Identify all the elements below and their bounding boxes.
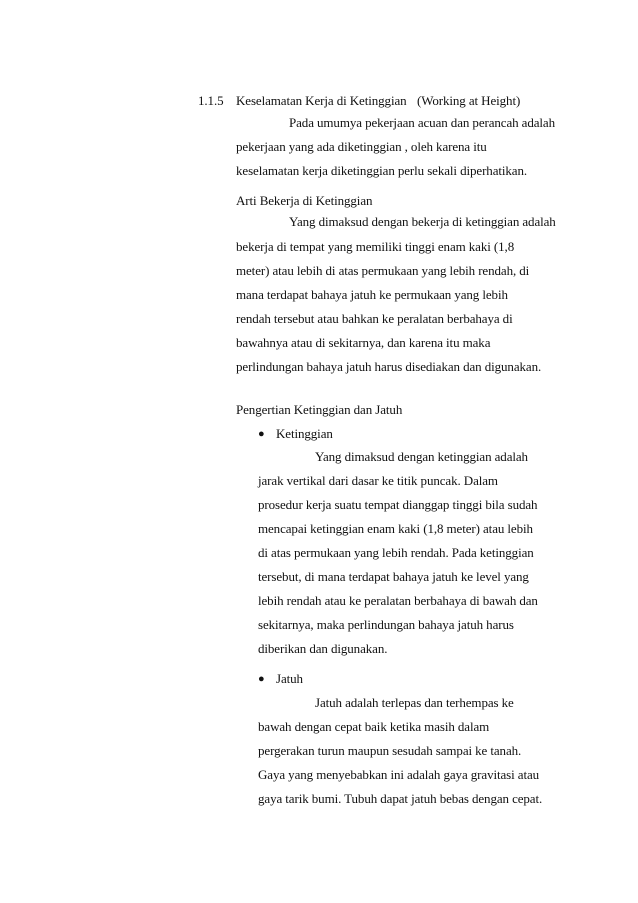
arti-line-1: Yang dimaksud dengan bekerja di ketinggian adalah	[289, 214, 556, 229]
arti-line-4: mana terdapat bahaya jatuh ke permukaan yang lebih	[236, 287, 508, 302]
jatuh-line-3: pergerakan turun maupun sesudah sampai ke tanah.	[258, 743, 522, 758]
arti-line-2: bekerja di tempat yang memiliki tinggi enam kaki (1,8	[236, 239, 515, 254]
bullet-title-ketinggian: Ketinggian	[276, 426, 333, 441]
arti-line-7: perlindungan bahaya jatuh harus disediakan dan digunakan.	[236, 359, 542, 374]
intro-line-1: Pada umumya pekerjaan acuan dan perancah adalah	[289, 115, 555, 130]
arti-line-6: bawahnya atau di sekitarnya, dan karena itu maka	[236, 335, 491, 350]
ketinggian-line-9: diberikan dan digunakan.	[258, 641, 388, 656]
arti-heading: Arti Bekerja di Ketinggian	[236, 193, 373, 208]
ketinggian-line-5: di atas permukaan yang lebih rendah. Pada ketinggian	[258, 545, 534, 560]
section-title: Keselamatan Kerja di Ketinggian	[236, 93, 407, 108]
jatuh-line-1: Jatuh adalah terlepas dan terhempas ke	[315, 695, 514, 710]
ketinggian-line-1: Yang dimaksud dengan ketinggian adalah	[315, 449, 528, 464]
intro-line-3: keselamatan kerja diketinggian perlu sekali diperhatikan.	[236, 163, 528, 178]
ketinggian-line-7: lebih rendah atau ke peralatan berbahaya di bawah dan	[258, 593, 538, 608]
bullet-icon: ●	[258, 673, 265, 685]
arti-line-5: rendah tersebut atau bahkan ke peralatan berbahaya di	[236, 311, 513, 326]
ketinggian-line-2: jarak vertikal dari dasar ke titik puncak. Dalam	[258, 473, 498, 488]
section-subtitle: (Working at Height)	[417, 93, 521, 108]
jatuh-line-5: gaya tarik bumi. Tubuh dapat jatuh bebas dengan cepat.	[258, 791, 543, 806]
ketinggian-line-4: mencapai ketinggian enam kaki (1,8 meter) atau lebih	[258, 521, 533, 536]
ketinggian-line-3: prosedur kerja suatu tempat dianggap tinggi bila sudah	[258, 497, 538, 512]
pengertian-heading: Pengertian Ketinggian dan Jatuh	[236, 402, 403, 417]
bullet-icon: ●	[258, 428, 265, 440]
jatuh-line-4: Gaya yang menyebabkan ini adalah gaya gravitasi atau	[258, 767, 540, 782]
section-number: 1.1.5	[198, 93, 224, 108]
ketinggian-line-6: tersebut, di mana terdapat bahaya jatuh ke level yang	[258, 569, 529, 584]
jatuh-line-2: bawah dengan cepat baik ketika masih dalam	[258, 719, 490, 734]
intro-line-2: pekerjaan yang ada diketinggian , oleh karena itu	[236, 139, 487, 154]
ketinggian-line-8: sekitarnya, maka perlindungan bahaya jatuh harus	[258, 617, 514, 632]
arti-line-3: meter) atau lebih di atas permukaan yang lebih rendah, di	[236, 263, 530, 278]
bullet-title-jatuh: Jatuh	[276, 671, 303, 686]
